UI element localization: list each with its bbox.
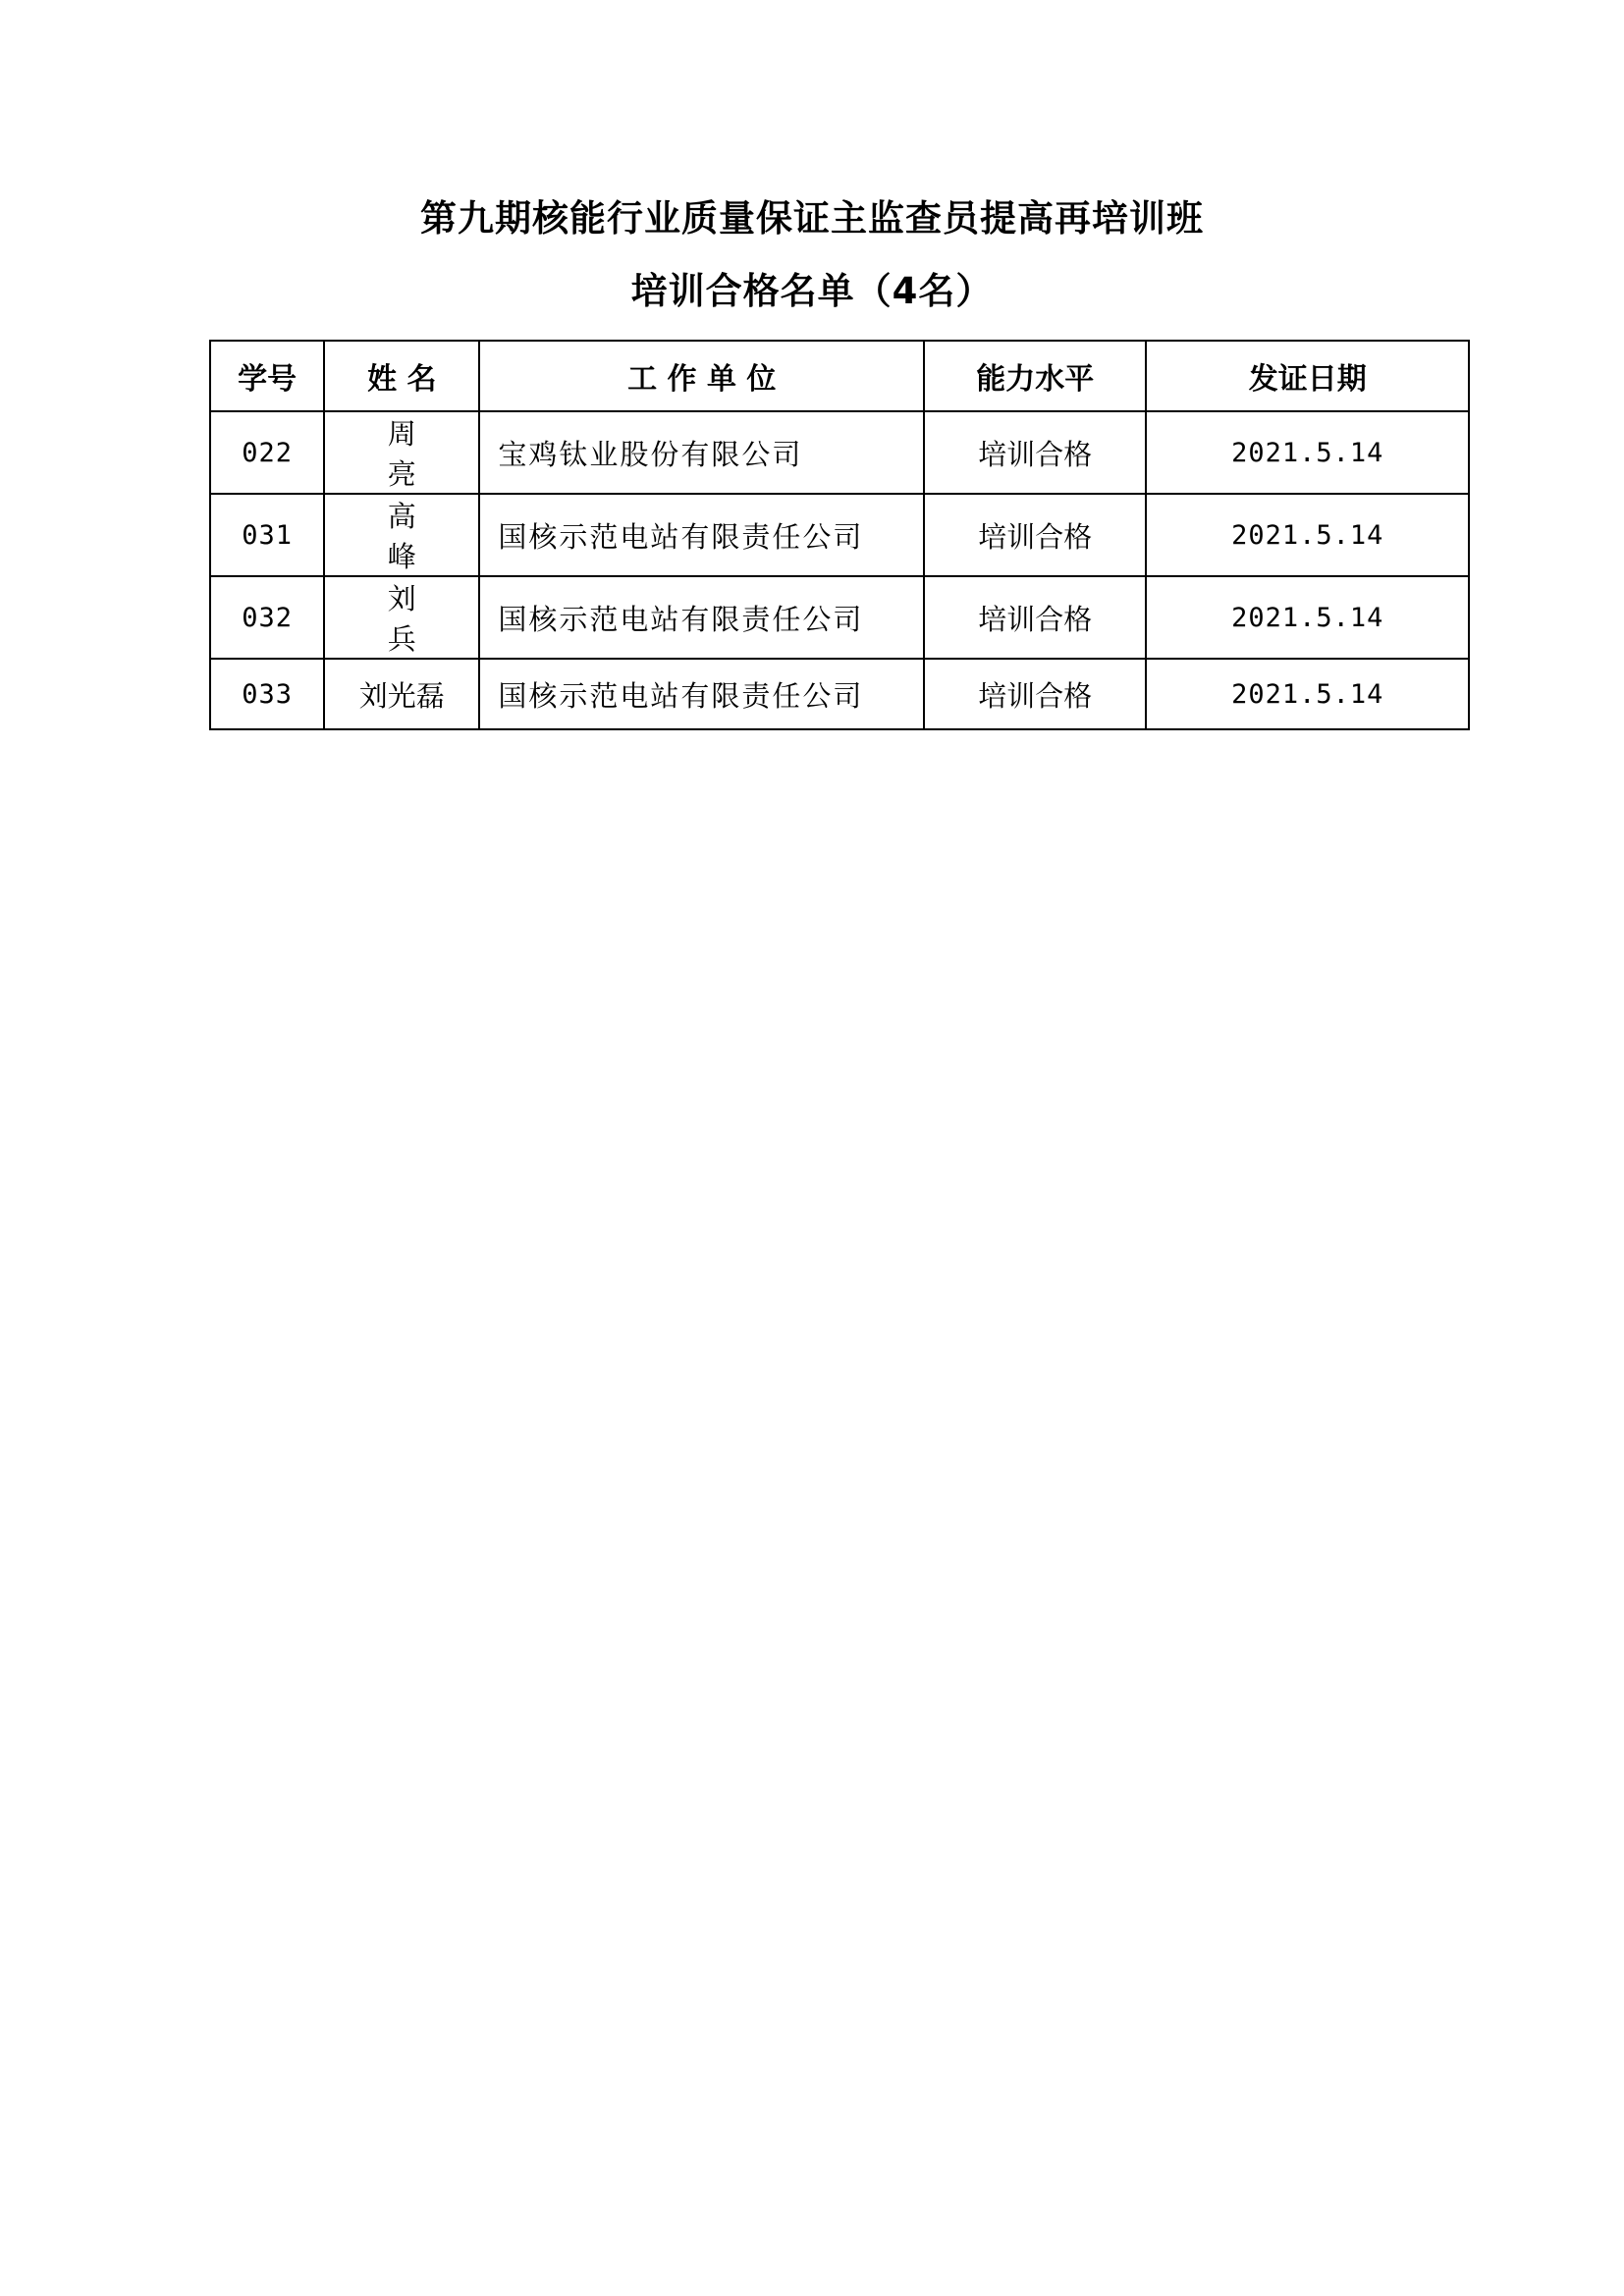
cell-work-unit: 国核示范电站有限责任公司 (479, 576, 924, 659)
cell-name: 高峰 (324, 494, 479, 576)
cell-competence-level: 培训合格 (924, 494, 1146, 576)
cell-competence-level: 培训合格 (924, 411, 1146, 494)
header-name: 姓 名 (324, 341, 479, 411)
cell-competence-level: 培训合格 (924, 659, 1146, 729)
cell-student-id: 033 (210, 659, 324, 729)
cell-work-unit: 国核示范电站有限责任公司 (479, 659, 924, 729)
table-row (210, 494, 1469, 576)
table-header-row (210, 341, 1469, 411)
table-row (210, 659, 1469, 729)
cell-name: 刘光磊 (324, 659, 479, 729)
qualified-list-table (209, 340, 1470, 730)
header-student-id: 学号 (210, 341, 324, 411)
cell-work-unit: 宝鸡钛业股份有限公司 (479, 411, 924, 494)
header-work-unit: 工 作 单 位 (479, 341, 924, 411)
table-row (210, 576, 1469, 659)
cell-student-id: 032 (210, 576, 324, 659)
cell-issue-date: 2021.5.14 (1146, 411, 1469, 494)
cell-student-id: 022 (210, 411, 324, 494)
cell-work-unit: 国核示范电站有限责任公司 (479, 494, 924, 576)
cell-issue-date: 2021.5.14 (1146, 494, 1469, 576)
cell-name: 周亮 (324, 411, 479, 494)
table-row (210, 411, 1469, 494)
cell-issue-date: 2021.5.14 (1146, 659, 1469, 729)
cell-name: 刘兵 (324, 576, 479, 659)
document-title: 第九期核能行业质量保证主监查员提高再培训班 (420, 197, 1204, 240)
header-issue-date: 发证日期 (1146, 341, 1469, 411)
cell-issue-date: 2021.5.14 (1146, 576, 1469, 659)
cell-student-id: 031 (210, 494, 324, 576)
document-subtitle: 培训合格名单（4名） (630, 270, 994, 312)
cell-competence-level: 培训合格 (924, 576, 1146, 659)
header-competence-level: 能力水平 (924, 341, 1146, 411)
